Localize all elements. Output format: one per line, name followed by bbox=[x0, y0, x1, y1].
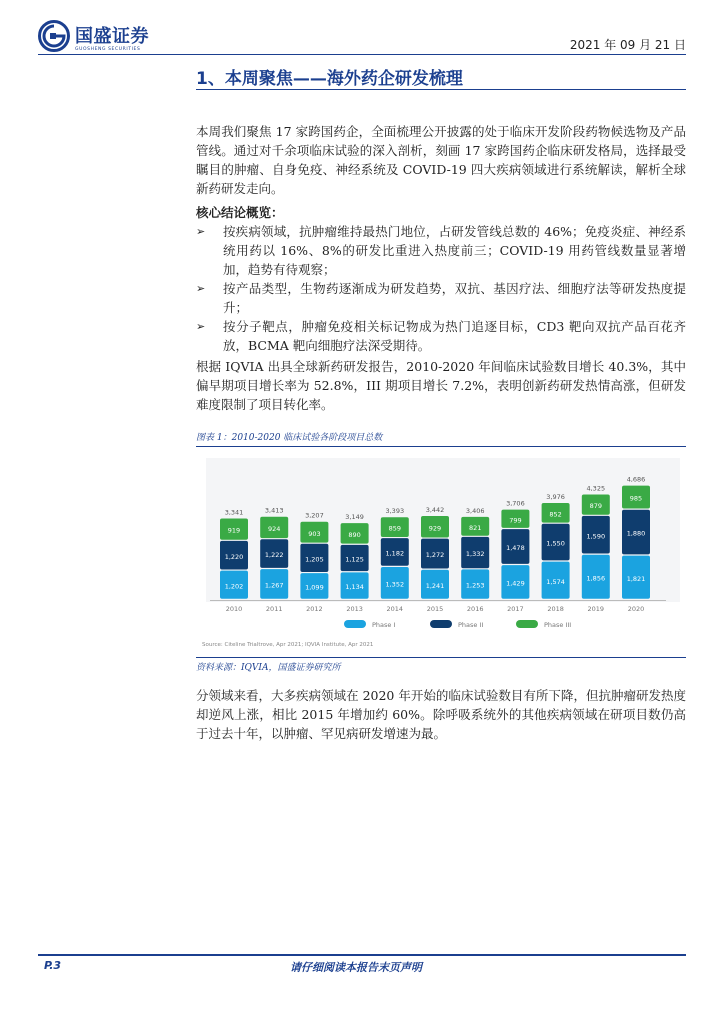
data-label: 1,202 bbox=[224, 582, 244, 591]
legend-label: Phase I bbox=[372, 621, 396, 629]
data-label: 1,550 bbox=[546, 539, 565, 548]
data-label: 1,429 bbox=[506, 579, 525, 588]
data-label: 890 bbox=[348, 531, 361, 540]
data-label: 1,205 bbox=[305, 555, 324, 564]
data-label: 1,134 bbox=[345, 583, 364, 592]
x-tick-label: 2018 bbox=[547, 605, 564, 613]
footer-divider bbox=[38, 954, 686, 956]
total-label: 3,393 bbox=[385, 507, 405, 516]
section-title: 1、本周聚焦——海外药企研发梳理 bbox=[196, 69, 463, 89]
data-label: 859 bbox=[388, 524, 402, 533]
data-label: 1,272 bbox=[425, 551, 445, 560]
data-label: 1,574 bbox=[546, 577, 565, 586]
conclusion-list bbox=[196, 222, 686, 355]
page-number: P.3 bbox=[44, 959, 62, 972]
page-header bbox=[0, 0, 724, 60]
data-label: 919 bbox=[227, 526, 241, 535]
x-tick-label: 2012 bbox=[306, 605, 323, 613]
data-label: 924 bbox=[267, 524, 281, 533]
total-label: 3,976 bbox=[546, 492, 565, 501]
logo-mark-icon bbox=[38, 20, 70, 52]
total-label: 3,413 bbox=[264, 506, 284, 515]
list-item bbox=[196, 222, 686, 279]
report-date: 2021 年 09 月 21 日 bbox=[569, 38, 686, 52]
disclaimer-text: 请仔细阅读本报告末页声明 bbox=[290, 961, 422, 974]
data-label: 1,253 bbox=[465, 581, 485, 590]
x-tick-label: 2013 bbox=[346, 605, 363, 613]
chart-container bbox=[196, 452, 686, 654]
data-label: 1,332 bbox=[465, 550, 485, 559]
list-item bbox=[196, 317, 686, 355]
x-tick-label: 2010 bbox=[225, 605, 243, 613]
stacked-bar-chart bbox=[196, 452, 686, 654]
x-tick-label: 2011 bbox=[265, 605, 283, 613]
data-label: 1,821 bbox=[626, 574, 646, 583]
figure-bottom-divider bbox=[196, 657, 686, 658]
data-label: 1,880 bbox=[626, 529, 646, 538]
legend-label: Phase II bbox=[458, 621, 484, 629]
total-label: 3,442 bbox=[425, 506, 445, 515]
list-item bbox=[196, 279, 686, 317]
conclusion-heading: 核心结论概览： bbox=[196, 205, 284, 220]
data-label: 929 bbox=[428, 524, 442, 533]
legend-label: Phase III bbox=[544, 621, 572, 629]
data-label: 985 bbox=[629, 494, 643, 503]
x-tick-label: 2016 bbox=[466, 605, 484, 613]
total-label: 4,686 bbox=[626, 475, 646, 484]
figure-source: 资料来源：IQVIA，国盛证券研究所 bbox=[196, 663, 341, 673]
legend-swatch bbox=[430, 620, 452, 628]
total-label: 3,149 bbox=[345, 513, 364, 522]
logo-chinese-name: 国盛证券 bbox=[75, 26, 149, 47]
figure-title: 图表 1：2010-2020 临床试验各阶段项目总数 bbox=[196, 433, 383, 443]
x-tick-label: 2019 bbox=[587, 605, 605, 613]
bullet-text: 按疾病领域，抗肿瘤维持最热门地位，占研发管线总数的 46%；免疫炎症、神经系统用药以 16%、8%的研发比重进入热度前三；COVID-19 用药管线数量显著增加，趋势有待观察； bbox=[223, 224, 686, 277]
total-label: 3,406 bbox=[465, 506, 485, 515]
data-label: 1,267 bbox=[264, 581, 284, 590]
data-label: 1,222 bbox=[264, 551, 284, 560]
title-divider bbox=[196, 89, 686, 90]
data-label: 1,099 bbox=[305, 583, 324, 592]
chart-source-note: Source: Citeline Trialtrove, Apr 2021; IQVIA Institute, Apr 2021 bbox=[202, 642, 374, 648]
data-label: 1,352 bbox=[385, 580, 405, 589]
arrow-bullet-icon: ➢ bbox=[196, 282, 206, 295]
data-label: 799 bbox=[509, 516, 522, 525]
intro-paragraph: 本周我们聚焦 17 家跨国药企，全面梳理公开披露的处于临床开发阶段药物候选物及产品管线。通过对千余项临床试验的深入剖析，刻画 17 家跨国药企临床研发格局，选择最受瞩目的肿瘤、自身免疫、神经系统及 COVID-19 四大疾病领域进行系统解读，解析全球新药研发走向。 bbox=[196, 124, 686, 196]
data-label: 852 bbox=[549, 510, 562, 519]
data-label: 1,856 bbox=[586, 574, 606, 583]
total-label: 3,207 bbox=[305, 511, 324, 520]
data-label: 821 bbox=[468, 523, 482, 532]
data-label: 1,478 bbox=[506, 544, 525, 553]
legend-swatch bbox=[344, 620, 366, 628]
bullet-text: 按产品类型，生物药逐渐成为研发趋势，双抗、基因疗法、细胞疗法等研发热度提升； bbox=[223, 281, 686, 315]
header-divider bbox=[38, 54, 686, 55]
x-tick-label: 2015 bbox=[426, 605, 444, 613]
x-tick-label: 2014 bbox=[386, 605, 404, 613]
data-label: 1,220 bbox=[224, 552, 244, 561]
iqvia-paragraph: 根据 IQVIA 出具全球新药研发报告，2010-2020 年间临床试验数目增长 40.3%，其中偏早期项目增长率为 52.8%，III 期项目增长 7.2%，表明创新药研发热情高涨，但研发难度限制了项目转化率。 bbox=[196, 359, 686, 412]
x-tick-label: 2020 bbox=[627, 605, 645, 613]
bullet-text: 按分子靶点，肿瘤免疫相关标记物成为热门追逐目标，CD3 靶向双抗产品百花齐放，BCMA 靶向细胞疗法深受期待。 bbox=[223, 319, 686, 353]
data-label: 1,125 bbox=[345, 555, 364, 564]
legend-swatch bbox=[516, 620, 538, 628]
arrow-bullet-icon: ➢ bbox=[196, 320, 206, 333]
domain-paragraph: 分领域来看，大多疾病领域在 2020 年开始的临床试验数目有所下降，但抗肿瘤研发热度却逆风上涨，相比 2015 年增加约 60%。除呼吸系统外的其他疾病领域在研项目数仍高于过去十年，以肿瘤、罕见病研发增速为最。 bbox=[196, 688, 686, 741]
data-label: 1,241 bbox=[425, 581, 445, 590]
data-label: 1,182 bbox=[385, 549, 405, 558]
x-tick-label: 2017 bbox=[507, 605, 524, 613]
arrow-bullet-icon: ➢ bbox=[196, 225, 206, 238]
logo-english-name: GUOSHENG SECURITIES bbox=[75, 47, 141, 52]
total-label: 3,341 bbox=[224, 508, 244, 517]
data-label: 1,590 bbox=[586, 532, 606, 541]
figure-top-divider bbox=[196, 446, 686, 447]
total-label: 4,325 bbox=[586, 484, 606, 493]
data-label: 903 bbox=[308, 529, 321, 538]
data-label: 879 bbox=[589, 502, 603, 511]
total-label: 3,706 bbox=[506, 499, 525, 508]
